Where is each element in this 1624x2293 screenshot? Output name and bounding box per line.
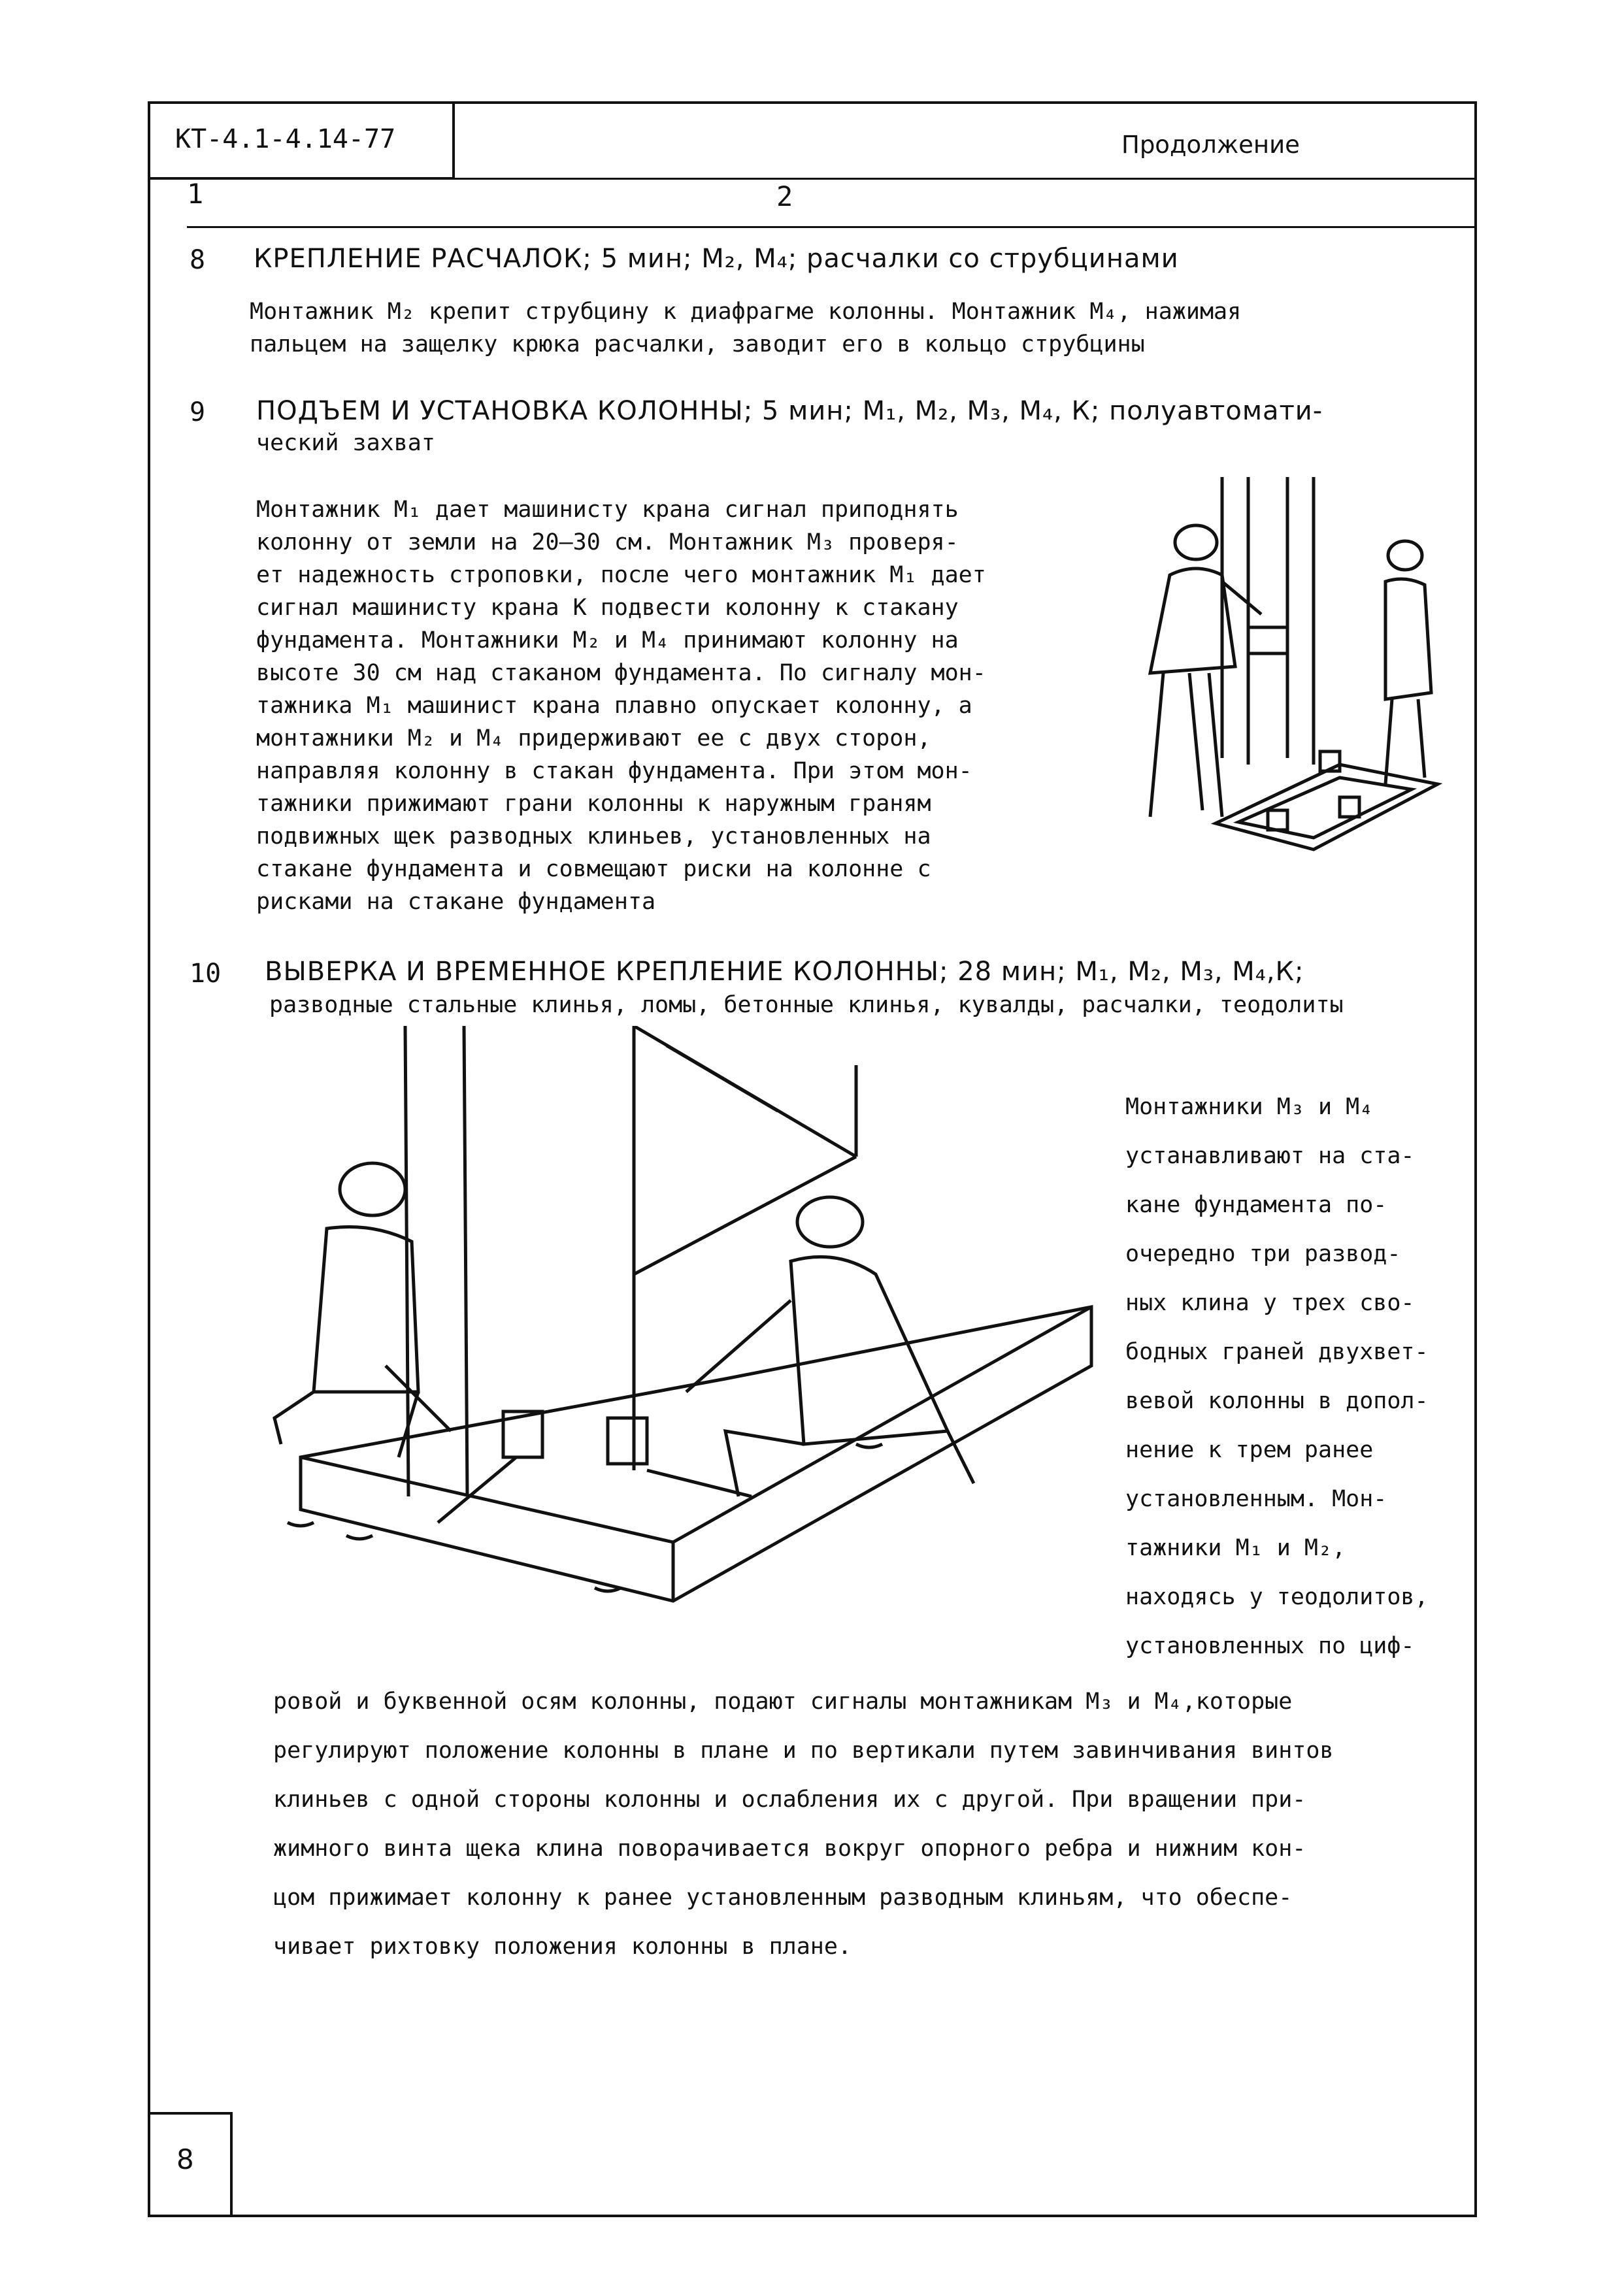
step-8-text-line-1: Монтажник М₂ крепит струбцину к диафрагме колонны. Монтажник М₄, нажимая [250, 299, 1242, 325]
column-installation-illustration [1124, 477, 1464, 869]
step-9-line: ет надежность строповки, после чего монтажник М₁ дает [256, 562, 986, 588]
step-9-title-cont: ческий захват [256, 430, 435, 456]
continuation-label: Продолжение [1121, 131, 1300, 159]
step-9-line: тажника М₁ машинист крана плавно опускает колонну, а [256, 693, 972, 719]
step-8-title: КРЕПЛЕНИЕ РАСЧАЛОК; 5 мин; М₂, М₄; расчалки со струбцинами [254, 244, 1179, 274]
step-10-bottom-line: клиньев с одной стороны колонны и ослабления их с другой. При вращении при- [273, 1787, 1306, 1813]
step-10-tools: разводные стальные клинья, ломы, бетонные клинья, кувалды, расчалки, теодолиты [269, 992, 1344, 1018]
step-8-number: 8 [190, 245, 206, 275]
step-10-side-line: устанавливают на ста- [1125, 1143, 1415, 1169]
step-10-side-line: кане фундамента по- [1125, 1192, 1387, 1218]
step-10-bottom-text [273, 1677, 1334, 1971]
step-10-side-line: бодных граней двухвет- [1125, 1339, 1429, 1365]
step-9-line: стакане фундамента и совмещают риски на колонне с [256, 856, 931, 882]
step-9-line: монтажники М₂ и М₄ придерживают ее с двух сторон, [256, 725, 931, 751]
step-10-side-line: установленных по циф- [1125, 1633, 1415, 1659]
step-10-bottom-line: ровой и буквенной осям колонны, подают сигналы монтажникам М₃ и М₄,которые [273, 1689, 1293, 1715]
step-10-number: 10 [190, 959, 222, 989]
step-9-line: рисками на стакане фундамента [256, 889, 656, 915]
step-9-number: 9 [190, 397, 206, 427]
step-8-text-line-2: пальцем на защелку крюка расчалки, заводит его в кольцо струбцины [250, 331, 1145, 357]
step-10-bottom-line: цом прижимает колонну к ранее установленным разводным клиньям, что обеспе- [273, 1885, 1293, 1911]
step-10-bottom-line: чивает рихтовку положения колонны в плане. [273, 1934, 852, 1960]
step-10-side-text [1125, 1083, 1429, 1671]
step-10-side-line: установленным. Мон- [1125, 1486, 1387, 1512]
step-9-line: колонну от земли на 20–30 см. Монтажник М₃ проверя- [256, 529, 959, 555]
step-10-side-line: очередно три развод- [1125, 1241, 1401, 1267]
step-10-bottom-line: жимного винта щека клина поворачивается вокруг опорного ребра и нижним кон- [273, 1836, 1306, 1862]
step-10-side-line: нение к трем ранее [1125, 1437, 1374, 1463]
step-10-side-line: вевой колонны в допол- [1125, 1388, 1429, 1414]
column-number-2: 2 [776, 180, 793, 212]
column-number-1: 1 [187, 178, 204, 210]
step-9-line: направляя колонну в стакан фундамента. При этом мон- [256, 758, 972, 784]
step-9-title: ПОДЪЕМ И УСТАНОВКА КОЛОННЫ; 5 мин; М₁, М₂, М₃, М₄, К; полуавтомати- [256, 396, 1323, 426]
step-10-side-line: Монтажники М₃ и М₄ [1125, 1094, 1374, 1120]
column-header-rule [187, 226, 1477, 228]
document-code: КТ-4.1-4.14-77 [175, 124, 396, 154]
header-rule [148, 178, 1477, 180]
step-10-side-line: тажники М₁ и М₂, [1125, 1535, 1346, 1561]
step-9-line: сигнал машинисту крана К подвести колонну к стакану [256, 595, 959, 621]
page-number: 8 [176, 2143, 194, 2175]
step-9-line: тажники прижимают грани колонны к наружным граням [256, 791, 931, 817]
step-9-line: высоте 30 см над стаканом фундамента. По сигналу мон- [256, 660, 986, 686]
step-9-text [256, 493, 986, 918]
step-9-line: фундамента. Монтажники М₂ и М₄ принимают колонну на [256, 627, 959, 653]
step-10-bottom-line: регулируют положение колонны в плане и по вертикали путем завинчивания винтов [273, 1738, 1334, 1764]
step-9-line: подвижных щек разводных клиньев, установленных на [256, 823, 931, 850]
column-alignment-illustration [268, 1026, 1104, 1614]
step-10-side-line: находясь у теодолитов, [1125, 1584, 1429, 1610]
step-10-side-line: ных клина у трех сво- [1125, 1290, 1415, 1316]
step-10-title: ВЫВЕРКА И ВРЕМЕННОЕ КРЕПЛЕНИЕ КОЛОННЫ; 28 мин; М₁, М₂, М₃, М₄,К; [265, 957, 1304, 987]
step-9-line: Монтажник М₁ дает машинисту крана сигнал приподнять [256, 497, 959, 523]
